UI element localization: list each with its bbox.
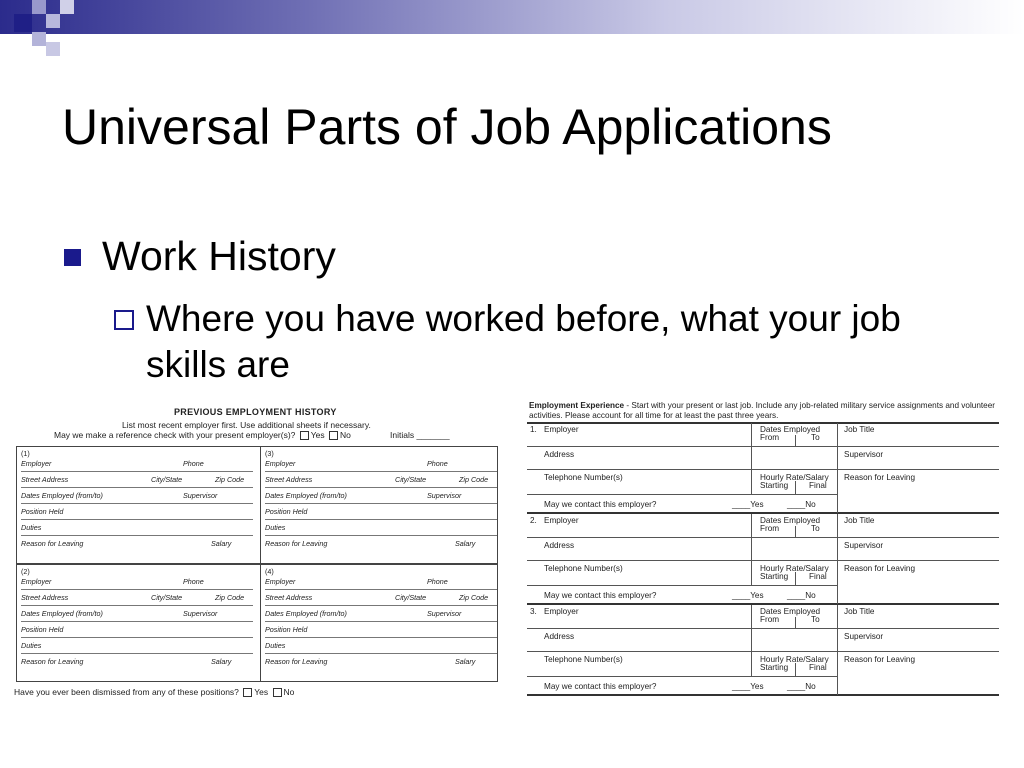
hourly-rate-label: Hourly Rate/Salary: [760, 473, 829, 482]
job-title-label: Job Title: [844, 425, 875, 434]
decor-square: [32, 0, 46, 14]
divider: [795, 526, 796, 537]
decor-square: [14, 14, 32, 32]
employer-label: Employer: [21, 459, 52, 468]
form-instruction: List most recent employer first. Use additional sheets if necessary.: [122, 420, 371, 430]
salary-label: Salary: [455, 657, 476, 666]
cell-number: (3): [265, 449, 274, 458]
employer-label: Employer: [265, 459, 296, 468]
final-label: Final: [809, 481, 827, 490]
cell-number: (1): [21, 449, 30, 458]
divider: [837, 651, 999, 652]
telephone-label: Telephone Number(s): [544, 655, 623, 664]
divider: [837, 423, 838, 513]
from-label: From: [760, 615, 780, 624]
supervisor-label: Supervisor: [183, 491, 218, 500]
final-label: Final: [809, 572, 827, 581]
employer-label: Employer: [21, 577, 52, 586]
bullet-work-history: Work History: [102, 233, 336, 279]
employer-label: Employer: [265, 577, 296, 586]
cell-number: (2): [21, 567, 30, 576]
dates-employed-label: Dates Employed: [760, 425, 821, 434]
divider: [837, 628, 999, 629]
employment-experience-form: [527, 395, 999, 700]
job-title-label: Job Title: [844, 516, 875, 525]
to-label: To: [811, 615, 820, 624]
contact-question: May we contact this employer?: [544, 591, 657, 600]
telephone-label: Telephone Number(s): [544, 473, 623, 482]
slide-title: Universal Parts of Job Applications: [62, 99, 832, 155]
final-label: Final: [809, 663, 827, 672]
position-label: Position Held: [265, 507, 308, 516]
bullet-square-icon: [64, 249, 81, 266]
form-heading: PREVIOUS EMPLOYMENT HISTORY: [174, 407, 337, 417]
supervisor-label: Supervisor: [183, 609, 218, 618]
checkbox-no: [329, 431, 338, 440]
divider: [795, 572, 796, 585]
starting-label: Starting: [760, 663, 789, 672]
decor-square: [46, 42, 60, 56]
reason-label: Reason for Leaving: [844, 473, 916, 482]
hourly-rate-label: Hourly Rate/Salary: [760, 655, 829, 664]
initials-field: Initials _______: [390, 430, 450, 440]
from-label: From: [760, 433, 780, 442]
telephone-label: Telephone Number(s): [544, 564, 623, 573]
divider: [527, 560, 837, 561]
zip-label: Zip Code: [215, 593, 245, 602]
phone-label: Phone: [427, 459, 448, 468]
reason-label: Reason for Leaving: [21, 657, 84, 666]
intro-heading: Employment Experience: [529, 401, 625, 410]
divider: [527, 422, 999, 424]
employer-label: Employer: [544, 607, 579, 616]
reason-label: Reason for Leaving: [265, 539, 328, 548]
dates-label: Dates Employed (from/to): [21, 491, 103, 500]
street-label: Street Address: [21, 593, 69, 602]
employment-grid: [16, 446, 498, 682]
to-label: To: [811, 433, 820, 442]
dates-label: Dates Employed (from/to): [265, 609, 347, 618]
job-title-label: Job Title: [844, 607, 875, 616]
block-number: 1.: [530, 425, 537, 434]
reference-check-question: [54, 430, 351, 440]
zip-label: Zip Code: [459, 593, 489, 602]
dates-employed-label: Dates Employed: [760, 607, 821, 616]
employer-label: Employer: [544, 425, 579, 434]
hollow-square-bullet-icon: [114, 310, 134, 330]
duties-label: Duties: [265, 523, 286, 532]
dismissed-question: [14, 687, 294, 697]
employment-cell: [263, 567, 499, 681]
contact-no: ____No: [787, 682, 816, 691]
supervisor-label: Supervisor: [427, 491, 462, 500]
form-intro: [529, 401, 999, 420]
address-label: Address: [544, 450, 575, 459]
decor-square: [60, 0, 74, 14]
reason-label: Reason for Leaving: [21, 539, 84, 548]
supervisor-label: Supervisor: [844, 632, 884, 641]
dates-label: Dates Employed (from/to): [265, 491, 347, 500]
salary-label: Salary: [455, 539, 476, 548]
divider: [527, 494, 837, 495]
divider: [527, 676, 837, 677]
supervisor-label: Supervisor: [844, 541, 884, 550]
contact-no: ____No: [787, 591, 816, 600]
divider: [751, 423, 752, 494]
salary-label: Salary: [211, 657, 232, 666]
duties-label: Duties: [21, 641, 42, 650]
divider: [527, 603, 999, 605]
checkbox-yes: [300, 431, 309, 440]
checkbox-no: [273, 688, 282, 697]
street-label: Street Address: [21, 475, 69, 484]
divider: [837, 446, 999, 447]
yes-label: Yes: [310, 430, 325, 440]
position-label: Position Held: [21, 507, 64, 516]
divider: [837, 514, 838, 604]
contact-question: May we contact this employer?: [544, 500, 657, 509]
divider: [527, 694, 999, 696]
street-label: Street Address: [265, 475, 313, 484]
dates-label: Dates Employed (from/to): [21, 609, 103, 618]
city-label: City/State: [395, 593, 427, 602]
address-label: Address: [544, 632, 575, 641]
reason-label: Reason for Leaving: [265, 657, 328, 666]
reason-label: Reason for Leaving: [844, 564, 916, 573]
contact-question: May we contact this employer?: [544, 682, 657, 691]
decor-square: [46, 14, 60, 28]
contact-yes: ____Yes: [732, 500, 764, 509]
dismissed-question-text: Have you ever been dismissed from any of these positions?: [14, 687, 239, 697]
supervisor-label: Supervisor: [427, 609, 462, 618]
duties-label: Duties: [21, 523, 42, 532]
zip-label: Zip Code: [459, 475, 489, 484]
reference-question-text: May we make a reference check with your present employer(s)?: [54, 430, 296, 440]
initials-label: Initials: [390, 430, 415, 440]
address-label: Address: [544, 541, 575, 550]
divider: [837, 537, 999, 538]
cell-number: (4): [265, 567, 274, 576]
divider: [527, 446, 837, 447]
block-number: 2.: [530, 516, 537, 525]
decor-square: [32, 32, 46, 46]
divider: [837, 605, 838, 695]
header-gradient-bar: [0, 0, 1024, 34]
city-label: City/State: [151, 475, 183, 484]
position-label: Position Held: [21, 625, 64, 634]
phone-label: Phone: [183, 577, 204, 586]
divider: [527, 512, 999, 514]
starting-label: Starting: [760, 572, 789, 581]
salary-label: Salary: [211, 539, 232, 548]
employment-cell: [19, 449, 255, 563]
starting-label: Starting: [760, 481, 789, 490]
intro-text: - Start with your present or last job. Include any job-related military service assignments and volunteer activities. Please account for all time for at least the past three years.: [529, 401, 995, 420]
divider: [837, 560, 999, 561]
to-label: To: [811, 524, 820, 533]
divider: [17, 563, 497, 565]
divider: [527, 469, 837, 470]
position-label: Position Held: [265, 625, 308, 634]
reason-label: Reason for Leaving: [844, 655, 916, 664]
city-label: City/State: [395, 475, 427, 484]
supervisor-label: Supervisor: [844, 450, 884, 459]
employer-label: Employer: [544, 516, 579, 525]
divider: [795, 435, 796, 446]
zip-label: Zip Code: [215, 475, 245, 484]
block-number: 3.: [530, 607, 537, 616]
divider: [751, 514, 752, 585]
contact-yes: ____Yes: [732, 591, 764, 600]
contact-no: ____No: [787, 500, 816, 509]
phone-label: Phone: [183, 459, 204, 468]
divider: [527, 537, 837, 538]
employment-cell: [263, 449, 499, 563]
street-label: Street Address: [265, 593, 313, 602]
divider: [795, 663, 796, 676]
employment-cell: [19, 567, 255, 681]
divider: [837, 469, 999, 470]
city-label: City/State: [151, 593, 183, 602]
sub-bullet-text: Where you have worked before, what your job skills are: [146, 298, 901, 385]
yes-label: Yes: [254, 687, 269, 697]
duties-label: Duties: [265, 641, 286, 650]
contact-yes: ____Yes: [732, 682, 764, 691]
no-label: No: [283, 687, 295, 697]
divider: [751, 605, 752, 676]
phone-label: Phone: [427, 577, 448, 586]
hourly-rate-label: Hourly Rate/Salary: [760, 564, 829, 573]
divider: [527, 651, 837, 652]
divider: [527, 628, 837, 629]
previous-employment-form: [12, 402, 498, 708]
divider: [527, 585, 837, 586]
from-label: From: [760, 524, 780, 533]
checkbox-yes: [243, 688, 252, 697]
dates-employed-label: Dates Employed: [760, 516, 821, 525]
no-label: No: [340, 430, 351, 440]
divider: [795, 481, 796, 494]
divider: [795, 617, 796, 628]
